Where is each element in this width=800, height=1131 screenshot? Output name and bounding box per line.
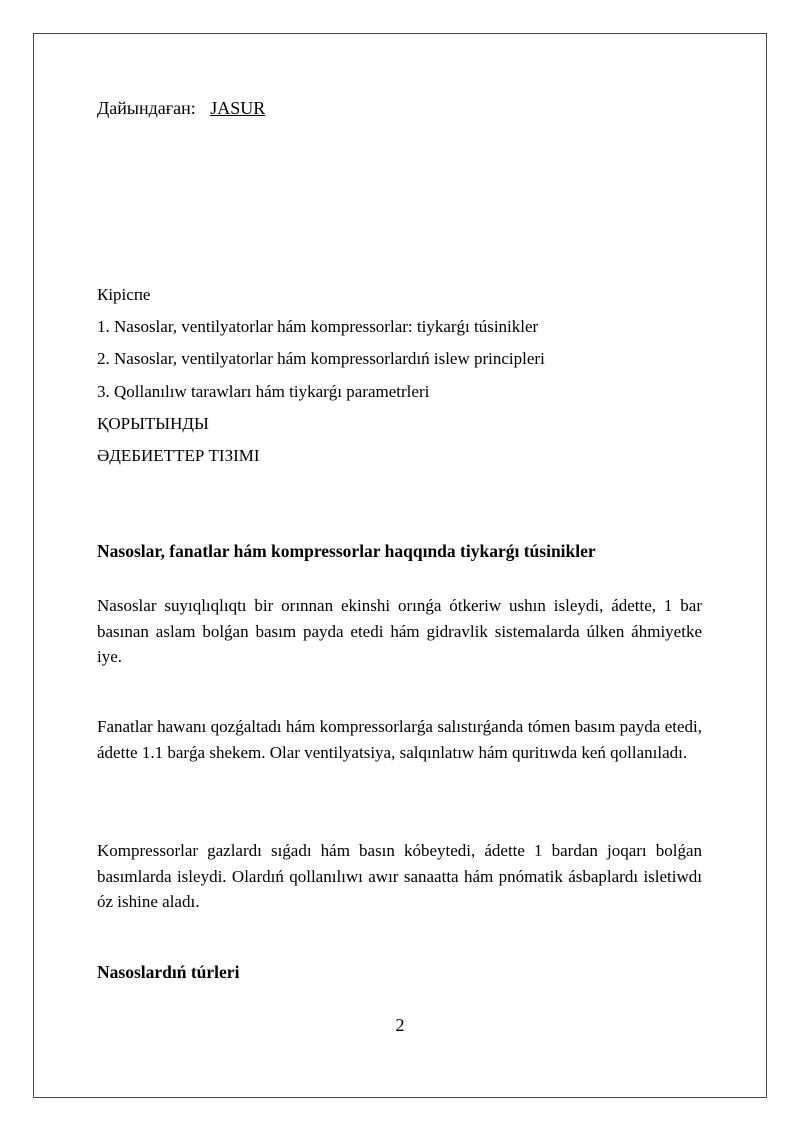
paragraph-pumps: Nasoslar suyıqlıqlıqtı bir orınnan ekinshi orınǵa ótkeriw ushın isleydi, ádette, 1 bar basınan aslam bolǵan basım payda etedi hám gidravlik sistemalarda úlken áhmiyetke iye.: [97, 596, 702, 666]
paragraph-compressors: Kompressorlar gazlardı sıǵadı hám basın kóbeytedi, ádette 1 bardan joqarı bolǵan basımlarda isleydi. Olardıń qollanılıwı awır sanaatta hám pnómatik ásbaplardı isletiwdı óz ishine aladı.: [97, 841, 702, 911]
prepared-by-line: [97, 96, 265, 120]
toc-item-2: 2. Nasoslar, ventilyatorlar hám kompressorlardıń islew principleri: [97, 349, 545, 369]
toc-item-3: 3. Qollanılıw tarawları hám tiykarǵı parametrleri: [97, 381, 430, 401]
table-of-contents: [97, 283, 717, 476]
section-heading-basics: Nasoslar, fanatlar hám kompressorlar haqqında tiykarǵı túsinikler: [97, 541, 596, 561]
section-heading-pump-types: Nasoslardıń túrleri: [97, 962, 240, 982]
paragraph-fans: Fanatlar hawanı qozǵaltadı hám kompressorlarǵa salıstırǵanda tómen basım payda etedi, ádette 1.1 barǵa shekem. Olar ventilyatsiya, salqınlatıw hám quritıwda keń qollanıladı.: [97, 717, 702, 762]
toc-item-conclusion: ҚОРЫТЫНДЫ: [97, 413, 209, 433]
page-border: [33, 33, 767, 1098]
author-name: JASUR: [210, 98, 266, 118]
prepared-by-label: Дайындаған:: [97, 98, 196, 118]
toc-item-1: 1. Nasoslar, ventilyatorlar hám kompressorlar: tiykarǵı túsinikler: [97, 317, 539, 337]
toc-item-intro: Кipicпe: [97, 285, 151, 304]
toc-item-references: ӘДЕБИЕТТЕР ТІЗІМІ: [97, 445, 260, 465]
page-number: 2: [395, 1015, 405, 1035]
